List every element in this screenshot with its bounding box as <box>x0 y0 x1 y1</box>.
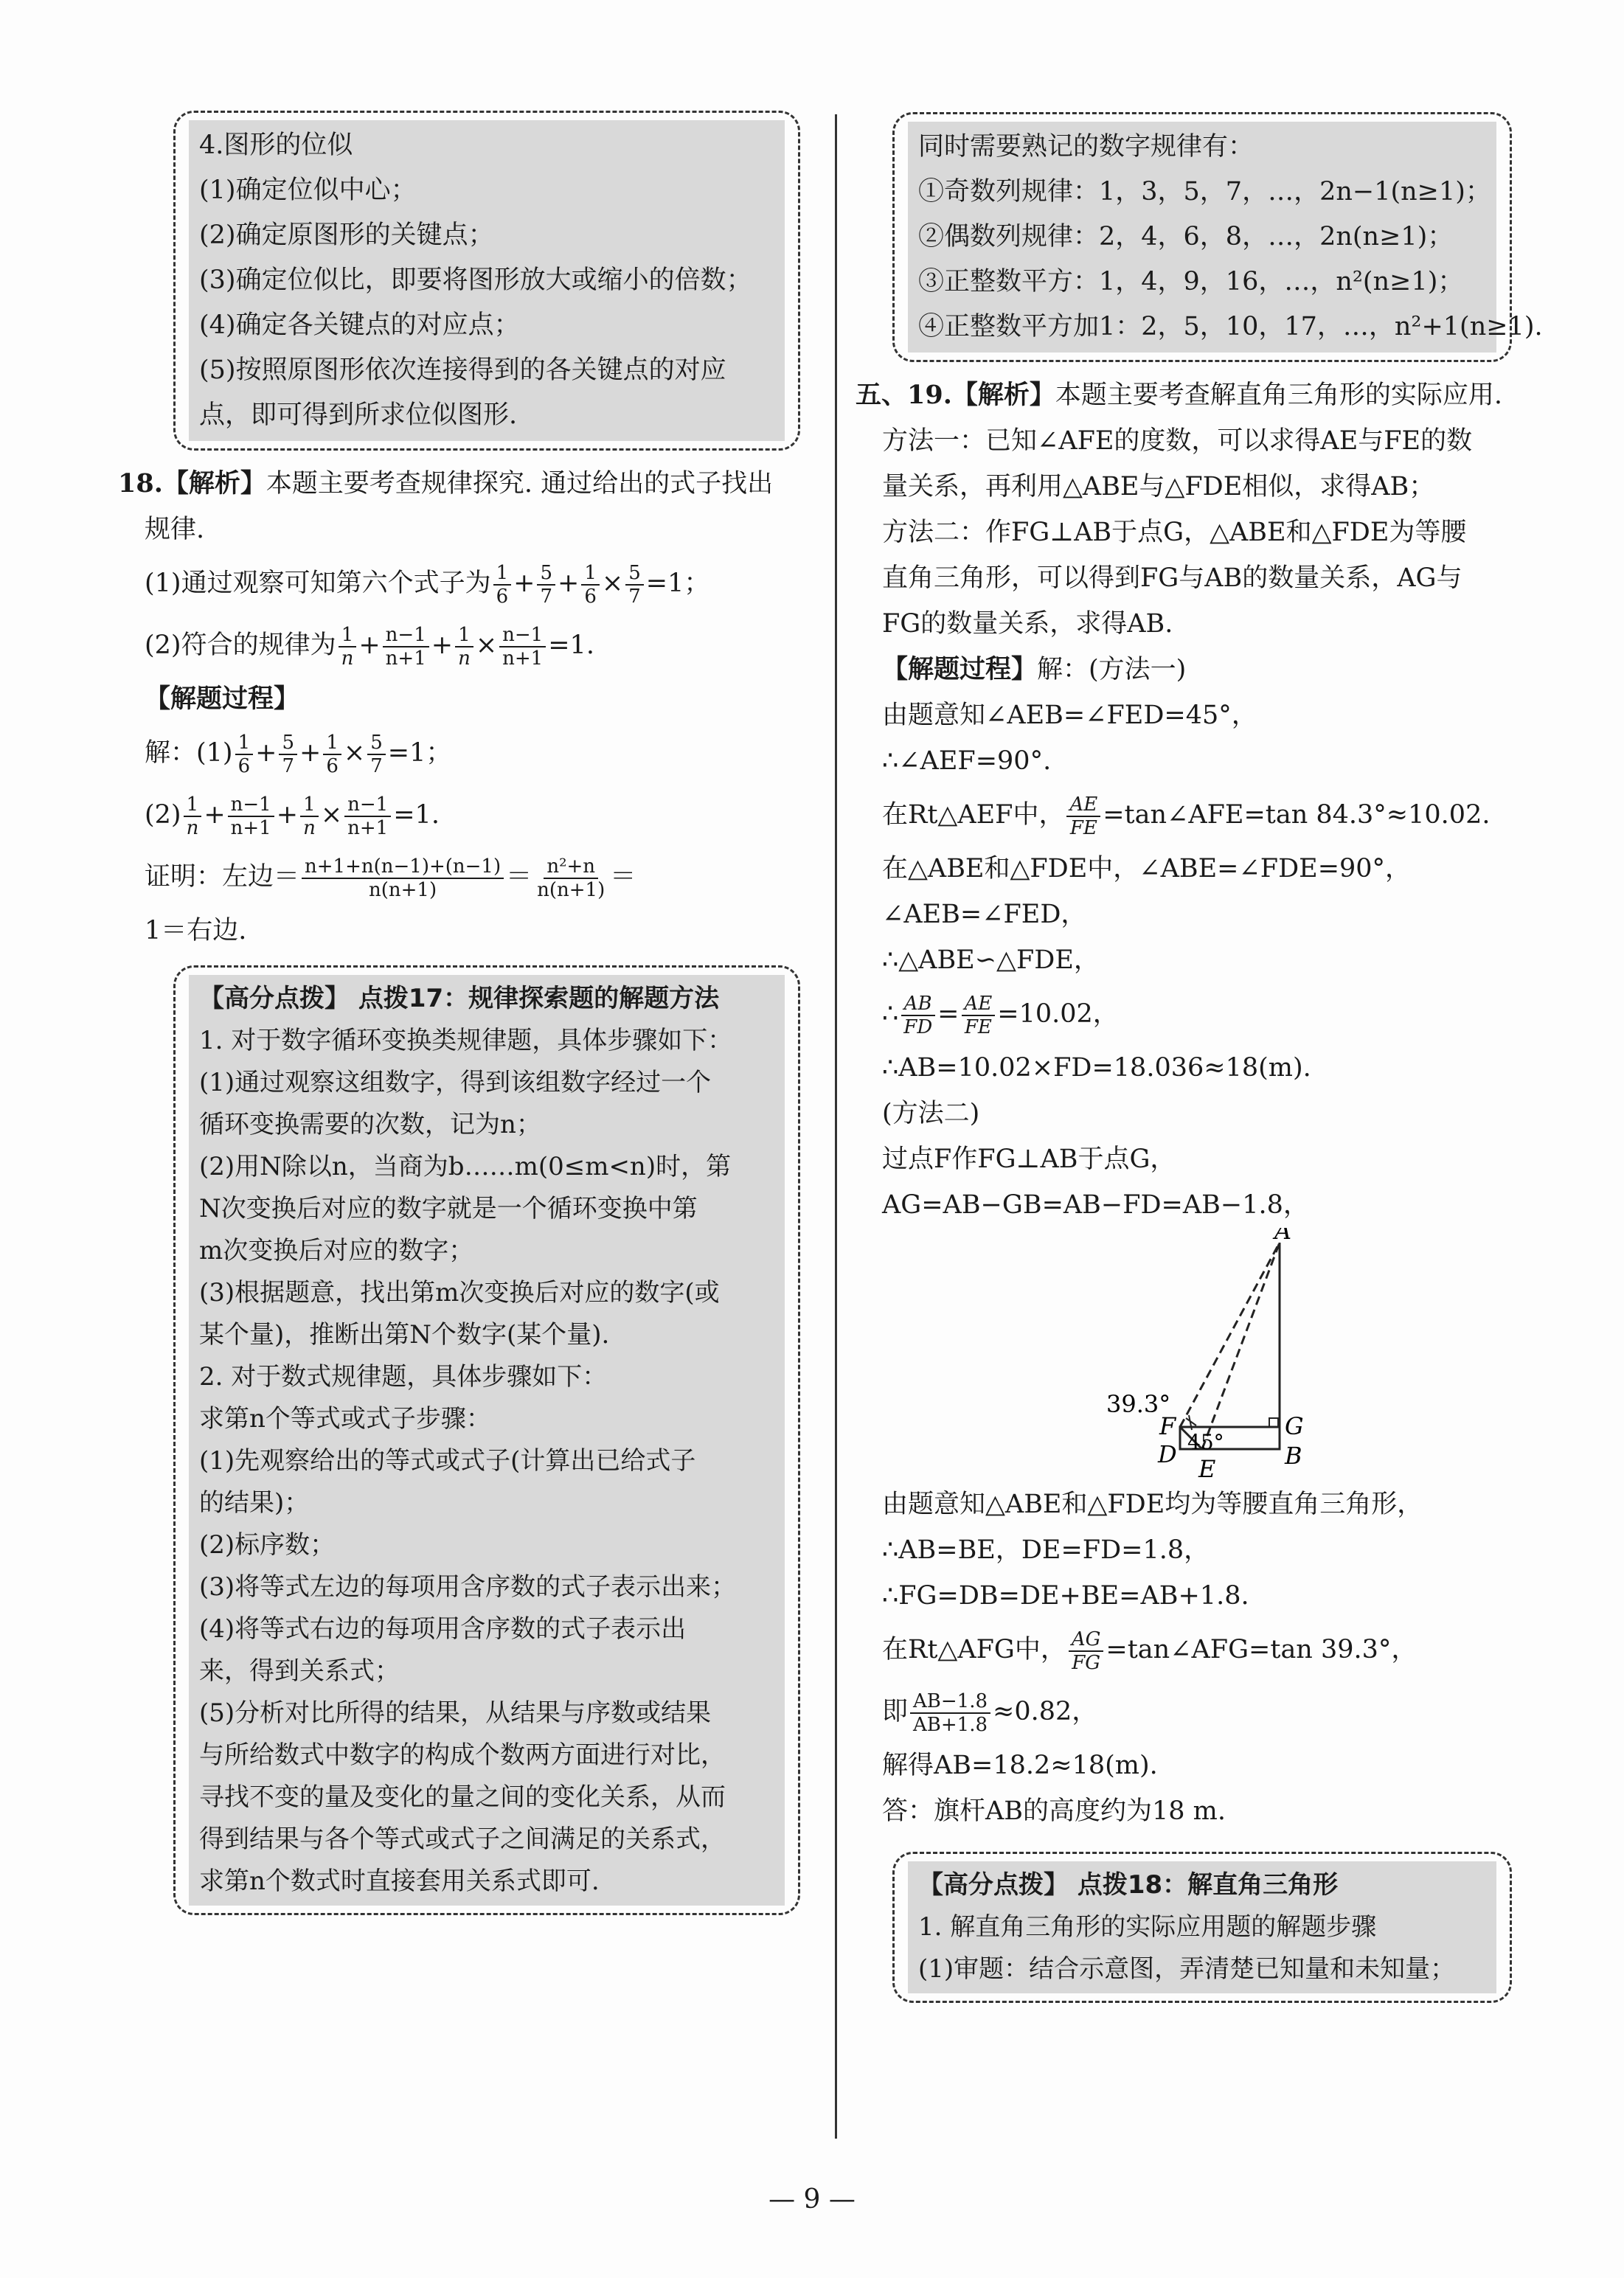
q19-method2: 直角三角形，可以得到FG与AB的数量关系，AG与 <box>882 563 1462 593</box>
tips17-line: (1)先观察给出的等式或式子(计算出已给式子 <box>199 1446 696 1476</box>
tips18-line: 1. 解直角三角形的实际应用题的解题步骤 <box>918 1912 1377 1942</box>
q18-analysis-label: 【解析】 <box>162 469 266 499</box>
tips17-line: m次变换后对应的数字； <box>199 1236 474 1265</box>
tips17-title: 【高分点拨】 点拨17：规律探索题的解题方法 <box>199 984 720 1013</box>
left-column <box>118 111 819 1915</box>
line-FA <box>1180 1243 1280 1427</box>
box2-line: ①奇数列规律：1，3，5，7，…，2n−1(n≥1)； <box>918 177 1491 206</box>
q19-step: ∴AB=10.02×FD=18.036≈18(m). <box>882 1053 1311 1083</box>
flagpole-figure <box>856 1228 1541 1479</box>
q19-step: AG=AB−GB=AB−FD=AB−1.8， <box>882 1190 1309 1220</box>
q19-step: 过点F作FG⊥AB于点G， <box>882 1145 1176 1174</box>
q19-step: 由题意知△ABE和△FDE均为等腰直角三角形， <box>882 1490 1423 1519</box>
tips17-line: (2)用N除以n，当商为b……m(0≤m<n)时，第 <box>199 1152 732 1181</box>
box2-line: ③正整数平方：1，4，9，16，…，n²(n≥1)； <box>918 267 1464 296</box>
tips17-line: (4)将等式右边的每项用含序数的式子表示出 <box>199 1614 687 1644</box>
q18-process-label: 【解题过程】 <box>145 684 300 714</box>
position-similarity-box <box>173 111 800 451</box>
angle-39-label: 39.3° <box>1106 1390 1171 1418</box>
q19-step: ∴FG=DB=DE+BE=AB+1.8. <box>882 1581 1249 1611</box>
tips17-line: 得到结果与各个等式或式子之间满足的关系式， <box>199 1824 726 1854</box>
box1-line: (1)确定位似中心； <box>199 176 417 205</box>
box1-line: (4)确定各关键点的对应点； <box>199 310 520 340</box>
column-divider <box>835 114 837 2139</box>
point-E: E <box>1198 1455 1216 1479</box>
tips18-title: 【高分点拨】 点拨18：解直角三角形 <box>918 1870 1339 1900</box>
q19-step: ∴△ABE∽△FDE， <box>882 945 1100 975</box>
q18-part2: (2)符合的规律为 $\frac{1}{n}$ + $\frac{n-1}{n+1}$ + $\frac{1}{n}$ × $\frac{n-1}{n+1}$ =1. <box>145 623 594 670</box>
tips17-line: (1)通过观察这组数字，得到该组数字经过一个 <box>199 1068 712 1097</box>
tips17-line: 求第n个数式时直接套用关系式即可. <box>199 1866 600 1896</box>
tips-17-box <box>173 965 800 1915</box>
tips17-line: (3)根据题意，找出第m次变换后对应的数字(或 <box>199 1278 720 1308</box>
q19-ratio: ∴ $\frac{AB}{FD}$ = $\frac{AE}{FE}$ =10.02， <box>882 992 1119 1038</box>
q18-proof-end: 1＝右边. <box>145 916 247 945</box>
q19-step: ∴AB=BE，DE=FD=1.8， <box>882 1535 1210 1565</box>
q19-answer: 答：旗杆AB的高度约为18 m. <box>882 1796 1226 1826</box>
q19-step: 解得AB=18.2≈18(m). <box>882 1751 1158 1780</box>
tips17-line: 寻找不变的量及变化的量之间的变化关系，从而 <box>199 1782 726 1812</box>
q19-step: ∠AEB=∠FED， <box>882 900 1087 929</box>
q19-method1: 量关系，再利用△ABE与△FDE相似，求得AB； <box>882 472 1435 501</box>
tips17-line: 2. 对于数式规律题，具体步骤如下： <box>199 1362 608 1392</box>
q19-number: 五、19. <box>856 380 952 410</box>
tips17-line: N次变换后对应的数字就是一个循环变换中第 <box>199 1194 698 1223</box>
box1-line: (5)按照原图形依次连接得到的各关键点的对应 <box>199 355 726 385</box>
point-D: D <box>1158 1440 1177 1468</box>
tips17-line: 1. 对于数字循环变换类规律题，具体步骤如下： <box>199 1026 733 1055</box>
question-18 <box>118 461 819 954</box>
tips17-line: (3)将等式左边的每项用含序数的式子表示出来； <box>199 1572 737 1602</box>
q18-solution-2: (2) $\frac{1}{n}$ + $\frac{n-1}{n+1}$ + $\frac{1}{n}$ × $\frac{n-1}{n+1}$ =1. <box>145 793 440 839</box>
q19-ji: 即 $\frac{AB-1.8}{AB+1.8}$ ≈0.82， <box>882 1690 1098 1736</box>
tips17-line: 与所给数式中数字的构成个数两方面进行对比， <box>199 1740 726 1770</box>
box2-line: 同时需要熟记的数字规律有： <box>918 132 1255 162</box>
tips18-line: (1)审题：结合示意图，弄清楚已知量和未知量； <box>918 1954 1456 1984</box>
box1-line: 点，即可得到所求位似图形. <box>199 400 518 430</box>
box2-line: ④正整数平方加1：2，5，10，17，…，n²+1(n≥1). <box>918 312 1543 341</box>
tips17-line: (2)标序数； <box>199 1530 336 1560</box>
q19-step: 在△ABE和△FDE中，∠ABE=∠FDE=90°， <box>882 854 1412 883</box>
point-B: B <box>1285 1442 1302 1470</box>
tips-18-box <box>892 1852 1512 2003</box>
box2-line: ②偶数列规律：2，4，6，8，…，2n(n≥1)； <box>918 222 1454 251</box>
q19-intro: 本题主要考查解直角三角形的实际应用. <box>1055 381 1503 410</box>
point-F: F <box>1159 1412 1176 1440</box>
q18-part1: (1)通过观察可知第六个式子为 $\frac{1}{6}$ + $\frac{5}{7}$ + $\frac{1}{6}$ × $\frac{5}{7}$ =1； <box>145 561 710 608</box>
q18-intro-cont: 规律. <box>145 515 205 544</box>
q18-number: 18. <box>118 468 163 499</box>
q19-rt1: 在Rt△AEF中， $\frac{AE}{FE}$ =tan∠AFE=tan 84.3°≈10.02. <box>882 793 1491 839</box>
tips17-line: 的结果)； <box>199 1488 310 1518</box>
q19-process-label: 【解题过程】 <box>882 655 1038 684</box>
q19-step: (方法二) <box>882 1099 980 1128</box>
right-column <box>856 112 1541 2003</box>
right-angle-mark <box>1269 1418 1278 1427</box>
tips17-line: 求第n个等式或式子步骤： <box>199 1404 491 1434</box>
q18-proof: 证明：左边＝ $\frac{n+1+n(n-1)+(n-1)}{n(n+1)}$ ＝ $\frac{\text{n²+n}}{n(n+1)}$ ＝ <box>145 855 636 901</box>
angle-45-label: 45° <box>1187 1430 1224 1454</box>
point-A: A <box>1274 1228 1292 1245</box>
box1-line: (2)确定原图形的关键点； <box>199 220 494 250</box>
point-G: G <box>1285 1412 1304 1440</box>
q19-rt2: 在Rt△AFG中， $\frac{AG}{FG}$ =tan∠AFG=tan 39.3°， <box>882 1628 1417 1674</box>
q19-step: ∴∠AEF=90°. <box>882 746 1052 776</box>
tips17-line: 某个量)，推断出第N个数字(某个量). <box>199 1320 610 1350</box>
number-rules-box <box>892 112 1543 362</box>
tips17-line: (5)分析对比所得的结果，从结果与序数或结果 <box>199 1698 712 1728</box>
page-number: — 9 — <box>768 2184 856 2215</box>
box1-line: (3)确定位似比，即要将图形放大或缩小的倍数； <box>199 265 752 295</box>
q19-step: 由题意知∠AEB=∠FED=45°， <box>882 701 1257 730</box>
q19-method2: FG的数量关系，求得AB. <box>882 609 1173 639</box>
q19-analysis-label: 【解析】 <box>951 381 1055 410</box>
question-19: 五、19.【解析】本题主要考查解直角三角形的实际应用. 方法一：已知∠AFE的度数，可以求得AE与FE的数 量关系，再利用△ABE与△FDE相似，求得AB； 方法二：作FG⊥AB于点G，△ABE和△FDE为等腰 直角三角形，可以得到FG与AB的数量关系，AG与 FG的数量关系，求得AB. 【解题过程】解：(方法一) 由题意知∠AEB=∠FED=45°， ∴∠AEF=90°. 在Rt△AEF中， $\frac{AE}{FE}$ =tan∠AFE=tan 84.3°≈10.02. 在△ABE和△FDE中，∠ABE=∠FDE=90°， ∠AEB=∠FED， ∴△ABE∽△FDE， ∴ $\frac{AB}{FD}$ = $\frac{AE}{FE}$ =10.02， ∴AB=10.02×FD=18.036≈18(m). (方法二) 过点F作FG⊥AB于点G， AG=AB−GB=AB−FD=AB−1.8， 39.3° 45° A B D E F G 由题意知△ABE和△FDE均为等腰直角三角形， ∴AB=BE，DE=FD=1.8， ∴FG=DB=DE+BE=AB+1.8. 在Rt△AFG中， $\frac{AG}{FG}$ =tan∠AFG=tan 39.3°， 即 $\frac{AB-1.8}{AB+1.8}$ ≈0.82， 解得AB=18.2≈18(m). 答：旗杆AB的高度约为18 m. <box>856 372 1541 1834</box>
q19-method2: 方法二：作FG⊥AB于点G，△ABE和△FDE为等腰 <box>882 518 1467 547</box>
q19-method1: 方法一：已知∠AFE的度数，可以求得AE与FE的数 <box>882 426 1473 456</box>
q18-intro: 本题主要考查规律探究. 通过给出的式子找出 <box>266 469 774 499</box>
q18-solution-1: 解：(1) $\frac{1}{6}$ + $\frac{5}{7}$ + $\frac{1}{6}$ × $\frac{5}{7}$ =1； <box>145 731 452 777</box>
tips17-line: 来，得到关系式； <box>199 1656 400 1686</box>
line-EA <box>1202 1243 1280 1449</box>
tips17-line: 循环变换需要的次数，记为n； <box>199 1110 541 1139</box>
box1-line: 4.图形的位似 <box>199 131 353 160</box>
